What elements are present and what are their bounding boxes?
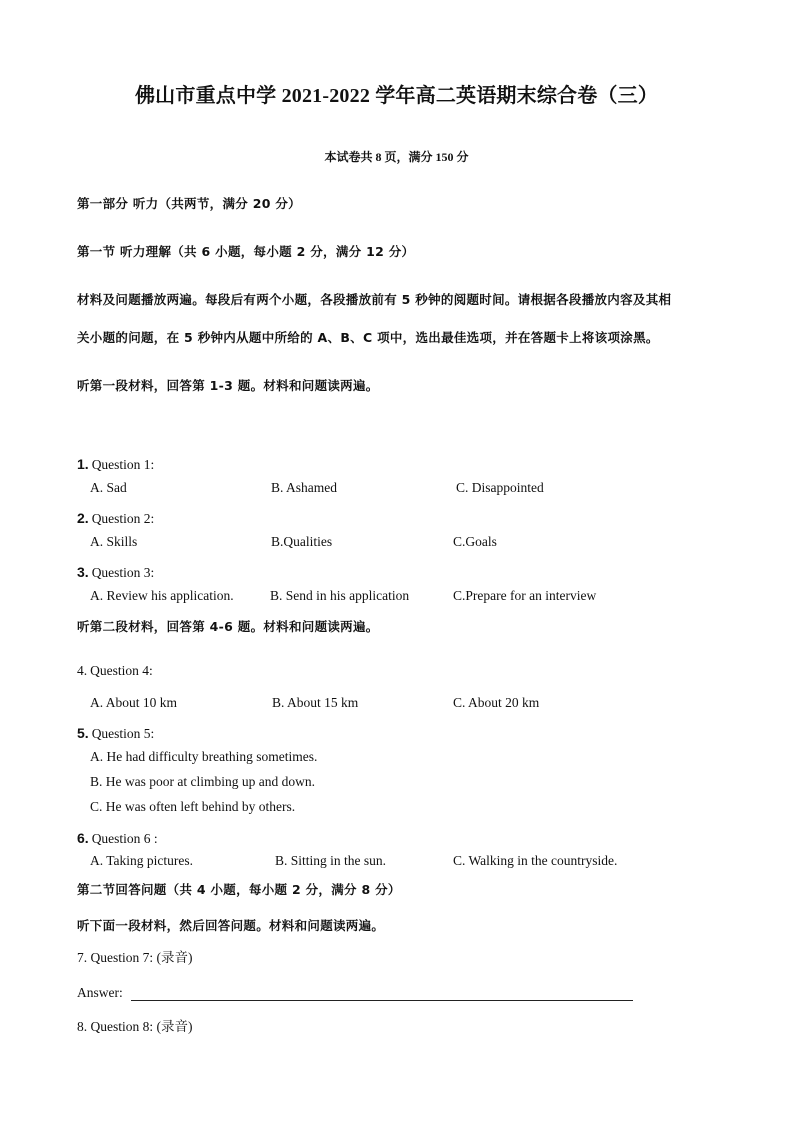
question-7: 7. Question 7: (录音) bbox=[77, 950, 193, 965]
q3-option-a: A. Review his application. bbox=[90, 588, 234, 603]
question-6 bbox=[77, 831, 158, 847]
q2-option-a: A. Skills bbox=[90, 534, 138, 549]
q4-option-c: C. About 20 km bbox=[453, 695, 540, 710]
q1-option-a: A. Sad bbox=[90, 480, 127, 495]
page-title: 佛山市重点中学 2021-2022 学年高二英语期末综合卷（三） bbox=[134, 85, 659, 107]
question-5 bbox=[77, 726, 154, 742]
q3-option-b: B. Send in his application bbox=[270, 588, 410, 603]
question-label: Question 6 : bbox=[91, 831, 158, 846]
part1-heading: 第一部分 听力（共两节，满分 20 分） bbox=[77, 196, 301, 211]
q2-option-b: B.Qualities bbox=[271, 534, 333, 549]
question-number: 5. bbox=[77, 725, 89, 741]
q1-option-c: C. Disappointed bbox=[456, 480, 544, 495]
q5-option-b: B. He was poor at climbing up and down. bbox=[90, 774, 315, 789]
question-label: Question 4: bbox=[90, 663, 153, 678]
q4-option-b: B. About 15 km bbox=[272, 695, 359, 710]
question-1 bbox=[77, 457, 154, 473]
q3-option-c: C.Prepare for an interview bbox=[453, 588, 597, 603]
instructions-line-1: 材料及问题播放两遍。每段后有两个小题，各段播放前有 5 秒钟的阅题时间。请根据各段播放内容及其相 bbox=[77, 292, 672, 307]
question-3 bbox=[77, 565, 154, 581]
q5-option-c: C. He was often left behind by others. bbox=[90, 799, 296, 814]
section2-heading: 第二节回答问题（共 4 小题，每小题 2 分，满分 8 分） bbox=[77, 882, 401, 897]
q5-option-a: A. He had difficulty breathing sometimes. bbox=[90, 749, 318, 764]
question-8: 8. Question 8: (录音) bbox=[77, 1019, 193, 1034]
section1-heading: 第一节 听力理解（共 6 小题，每小题 2 分，满分 12 分） bbox=[77, 244, 415, 259]
question-number: 2. bbox=[77, 510, 89, 526]
question-4 bbox=[77, 663, 153, 679]
passage1-intro: 听第一段材料，回答第 1-3 题。材料和问题读两遍。 bbox=[77, 378, 379, 393]
passage2-intro: 听第二段材料，回答第 4-6 题。材料和问题读两遍。 bbox=[77, 619, 379, 634]
q4-option-a: A. About 10 km bbox=[90, 695, 178, 710]
question-label: Question 5: bbox=[91, 726, 155, 741]
answer-blank-line bbox=[131, 1000, 633, 1001]
question-label: Question 1: bbox=[91, 457, 155, 472]
q1-option-b: B. Ashamed bbox=[271, 480, 337, 495]
question-number: 6. bbox=[77, 830, 89, 846]
question-number: 3. bbox=[77, 564, 89, 580]
section2-intro: 听下面一段材料，然后回答问题。材料和问题读两遍。 bbox=[77, 918, 385, 933]
instructions-line-2: 关小题的问题，在 5 秒钟内从题中所给的 A、B、C 项中，选出最佳选项，并在答题卡上将该项涂黑。 bbox=[77, 330, 659, 345]
q2-option-c: C.Goals bbox=[453, 534, 497, 549]
question-number: 1. bbox=[77, 456, 89, 472]
question-label: Question 3: bbox=[91, 565, 155, 580]
question-number: 4. bbox=[77, 663, 88, 678]
q6-option-c: C. Walking in the countryside. bbox=[453, 853, 618, 868]
q6-option-a: A. Taking pictures. bbox=[90, 853, 194, 868]
question-2 bbox=[77, 511, 154, 527]
question-label: Question 2: bbox=[91, 511, 155, 526]
page-subtitle: 本试卷共 8 页，满分 150 分 bbox=[324, 150, 469, 164]
answer-label: Answer: bbox=[77, 985, 123, 1000]
q6-option-b: B. Sitting in the sun. bbox=[275, 853, 387, 868]
